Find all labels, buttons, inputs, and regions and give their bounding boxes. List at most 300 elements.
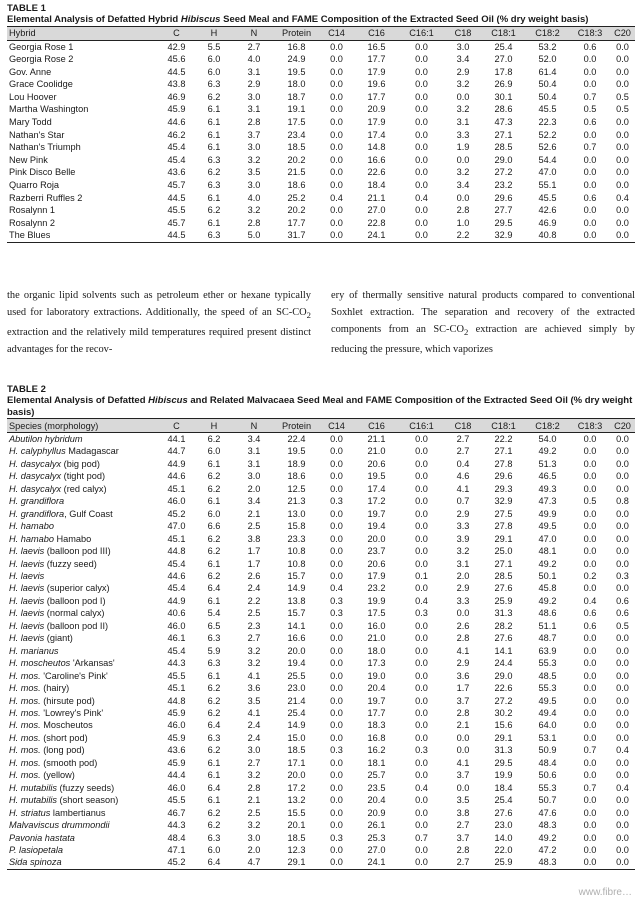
- table2-cell: 1.7: [456, 683, 470, 694]
- table2-cell: 43.6: [167, 745, 186, 756]
- table2-row-label: Malvaviscus drummondii: [9, 820, 110, 831]
- table2-cell: 2.5: [247, 807, 261, 818]
- table2-cell: 0.0: [616, 645, 629, 656]
- table1-cell: 44.6: [167, 117, 186, 128]
- table2-cell: 0.1: [415, 570, 428, 581]
- table2-cell: 6.2: [207, 807, 221, 818]
- table2-cell: 0.0: [330, 546, 343, 557]
- table2-cell: 16.2: [367, 745, 386, 756]
- table2-cell: 10.8: [287, 546, 306, 557]
- table1-cell: 50.4: [538, 91, 557, 102]
- table2-cell: 0.5: [616, 620, 629, 631]
- table2-cell: 49.4: [538, 707, 557, 718]
- table2-cell: 16.6: [287, 633, 306, 644]
- table2-cell: 25.5: [287, 670, 306, 681]
- table1-cell: 52.2: [538, 129, 557, 140]
- table1-row: [7, 217, 635, 230]
- table2-cell: 6.5: [207, 620, 221, 631]
- table2-cell: 6.1: [207, 458, 221, 469]
- table1-header-cell: C20: [610, 26, 635, 40]
- table2-cell: 1.7: [247, 558, 261, 569]
- table1-cell: 24.1: [354, 229, 399, 242]
- table2-cell: 6.2: [207, 546, 221, 557]
- table2-cell: 0.0: [616, 832, 629, 843]
- table2-cell: 2.7: [444, 856, 482, 869]
- table2-row-label: H. mos. 'Caroline's Pink': [9, 670, 108, 681]
- table1-cell: 0.0: [616, 217, 629, 228]
- table1-row-label: Quarro Roja: [9, 180, 60, 191]
- table1-header-cell: C18:2: [525, 26, 570, 40]
- table2-cell: 0.0: [330, 757, 343, 768]
- table1-cell: 21.5: [287, 167, 306, 178]
- table2-cell: 0.0: [330, 820, 343, 831]
- table2-row: [7, 844, 635, 856]
- table2-cell: 6.4: [207, 782, 221, 793]
- table1-cell: 0.0: [415, 66, 428, 77]
- table2-cell: 0.0: [330, 782, 343, 793]
- table1-row: [7, 229, 635, 242]
- table2-cell: 0.0: [330, 633, 343, 644]
- table1-cell: 20.2: [287, 205, 306, 216]
- table2-cell: 45.5: [167, 795, 186, 806]
- table2-cell: 0.0: [616, 820, 629, 831]
- table1-cell: 52.0: [538, 54, 557, 65]
- table2-cell: 0.0: [616, 483, 629, 494]
- table2-cell: 20.4: [367, 795, 386, 806]
- table1-row: [7, 204, 635, 217]
- table1-cell: 14.8: [367, 142, 386, 153]
- table2-row: [7, 433, 635, 446]
- table1-cell: 3.1: [247, 104, 261, 115]
- table1-cell: 0.0: [583, 129, 597, 140]
- table2-cell: 46.1: [167, 633, 186, 644]
- table2-cell: 51.3: [538, 458, 557, 469]
- table2-row: [7, 719, 635, 731]
- table1-cell: 0.0: [616, 66, 629, 77]
- table1-cell: 0.0: [330, 142, 343, 153]
- table2-cell: 47.0: [167, 521, 186, 532]
- table2-cell: 18.5: [287, 832, 306, 843]
- table2-cell: 0.0: [415, 670, 428, 681]
- table2-cell: 19.7: [367, 508, 386, 519]
- table2-cell: 46.7: [167, 807, 186, 818]
- table1-cell: 0.0: [330, 154, 343, 165]
- table2-cell: 0.4: [616, 745, 629, 756]
- table2-cell: 6.3: [207, 633, 221, 644]
- table2-cell: 44.9: [167, 595, 186, 606]
- table1-cell: 0.0: [415, 142, 428, 153]
- table2-cell: 30.2: [494, 707, 513, 718]
- table1-cell: 0.0: [415, 91, 428, 102]
- table2-cell: 2.6: [456, 620, 470, 631]
- table1-row-label: Georgia Rose 2: [9, 54, 74, 65]
- table2-cell: 0.0: [330, 570, 343, 581]
- table1-cell: 25.4: [494, 41, 513, 52]
- table1-cell: 0.0: [456, 192, 470, 203]
- table2-cell: 0.0: [616, 707, 629, 718]
- table2-row-label: H. hamabo Hamabo: [9, 533, 92, 544]
- table2-cell: 0.4: [415, 595, 428, 606]
- table2-row-label: H. mutabilis (fuzzy seeds): [9, 782, 115, 793]
- table2-cell: 0.0: [330, 533, 343, 544]
- table2-cell: 2.0: [247, 483, 261, 494]
- table1-cell: 0.0: [330, 167, 343, 178]
- table2-cell: 55.3: [538, 658, 557, 669]
- table2-cell: 0.0: [583, 832, 597, 843]
- table2-cell: 0.0: [583, 820, 597, 831]
- table1-cell: 6.1: [207, 142, 221, 153]
- table2-cell: 18.3: [367, 720, 386, 731]
- table2-cell: 6.1: [207, 496, 221, 507]
- table2-cell: 6.1: [207, 795, 221, 806]
- table2-cell: 3.3: [456, 595, 470, 606]
- table2-cell: 0.0: [330, 620, 343, 631]
- table2-cell: 0.0: [330, 558, 343, 569]
- table2-cell: 0.0: [616, 807, 629, 818]
- table2-cell: 44.1: [167, 434, 186, 444]
- table2-cell: 20.6: [367, 558, 386, 569]
- table1-cell: 43.6: [167, 167, 186, 178]
- table2-cell: 0.0: [570, 856, 610, 869]
- table1-cell: 6.2: [207, 167, 221, 178]
- table2-cell: 45.4: [167, 645, 186, 656]
- table2-cell: 20.9: [367, 807, 386, 818]
- table2-row: [7, 470, 635, 482]
- table2-cell: 23.5: [367, 782, 386, 793]
- table1-cell: 1.0: [456, 217, 470, 228]
- table2-cell: 0.6: [616, 595, 629, 606]
- table1-cell: 18.7: [287, 91, 306, 102]
- table1-cell: 2.8: [456, 205, 470, 216]
- table2-cell: 44.4: [167, 770, 186, 781]
- table2-cell: 3.2: [247, 658, 261, 669]
- table1-cell: 26.9: [494, 79, 513, 90]
- table2-cell: 3.7: [456, 695, 470, 706]
- table1-cell: 3.2: [456, 167, 470, 178]
- table1-cell: 17.7: [367, 91, 386, 102]
- table1-cell: 2.9: [456, 66, 470, 77]
- table2-cell: 19.5: [287, 446, 306, 457]
- table2-cell: 55.3: [538, 782, 557, 793]
- table2-cell: 0.0: [616, 446, 629, 457]
- table2-cell: 0.4: [330, 583, 343, 594]
- table1-cell: 6.0: [207, 66, 221, 77]
- table1-cell: 0.0: [330, 54, 343, 65]
- table1-cell: 40.8: [525, 229, 570, 242]
- table1-cell: 0.0: [616, 117, 629, 128]
- table2-cell: 17.3: [367, 658, 386, 669]
- table1-header-cell: Protein: [274, 26, 319, 40]
- table1-cell: 0.4: [415, 192, 428, 203]
- table2-cell: 47.3: [538, 496, 557, 507]
- table2-row: [7, 458, 635, 470]
- table2-cell: 0.0: [415, 471, 428, 482]
- table2-cell: 49.3: [538, 483, 557, 494]
- table2-cell: 22.0: [494, 844, 513, 855]
- table2-row-label: H. laevis (balloon pod II): [9, 620, 109, 631]
- table1-cell: 0.6: [583, 192, 597, 203]
- table1-cell: 3.7: [247, 129, 261, 140]
- table1-cell: 45.7: [167, 180, 186, 191]
- table2-cell: 2.5: [247, 608, 261, 619]
- table2-cell: 48.5: [538, 670, 557, 681]
- table2-cell: 6.1: [207, 757, 221, 768]
- table2-cell: 0.0: [616, 720, 629, 731]
- table2-cell: 5.4: [207, 608, 221, 619]
- table2-cell: 0.0: [415, 795, 428, 806]
- table2-row: [7, 819, 635, 831]
- table2-cell: 0.0: [415, 434, 428, 444]
- table1-cell: 5.5: [207, 41, 221, 52]
- table2-cell: 0.0: [415, 683, 428, 694]
- table1-cell: 0.5: [616, 91, 629, 102]
- table2-cell: 27.8: [494, 458, 513, 469]
- table2-header-cell: N: [234, 419, 274, 433]
- table2-cell: 3.1: [247, 458, 261, 469]
- table2-cell: 14.9: [287, 720, 306, 731]
- table2-cell: 0.0: [415, 546, 428, 557]
- table2-cell: 0.3: [616, 570, 629, 581]
- table2-cell: 50.9: [538, 745, 557, 756]
- table2-cell: 15.8: [287, 521, 306, 532]
- table2-row: [7, 794, 635, 806]
- table2-cell: 45.2: [167, 508, 186, 519]
- table2-cell: 49.2: [538, 832, 557, 843]
- table2-cell: 53.1: [538, 732, 557, 743]
- table1-cell: 6.1: [207, 104, 221, 115]
- table2-cell: 6.1: [207, 670, 221, 681]
- table1-cell: 0.0: [399, 229, 444, 242]
- table2-cell: 2.7: [247, 757, 261, 768]
- table2-cell: 22.2: [494, 434, 513, 444]
- table2-cell: 50.7: [538, 795, 557, 806]
- table1-cell: 0.0: [330, 117, 343, 128]
- table2-cell: 48.4: [538, 757, 557, 768]
- table2-cell: 45.5: [167, 670, 186, 681]
- table2-cell: 0.0: [583, 670, 597, 681]
- table2-cell: 29.1: [494, 533, 513, 544]
- table1-cell: 0.7: [583, 91, 597, 102]
- table2-cell: 3.7: [456, 832, 470, 843]
- table2-cell: 6.1: [207, 595, 221, 606]
- table1-cell: 17.9: [367, 66, 386, 77]
- table1-cell: 0.0: [330, 205, 343, 216]
- table1-cell: 3.1: [456, 117, 470, 128]
- table2-cell: 0.0: [415, 633, 428, 644]
- table2-row-label: H. mos. (hairy): [9, 683, 70, 694]
- table2-cell: 0.3: [330, 608, 343, 619]
- table2-cell: 17.9: [367, 570, 386, 581]
- table1-cell: 6.2: [207, 205, 221, 216]
- table2-cell: 0.0: [616, 546, 629, 557]
- table2-cell: 0.0: [616, 521, 629, 532]
- table1-cell: 3.0: [247, 91, 261, 102]
- table1-cell: 0.0: [583, 79, 597, 90]
- table2-cell: 0.0: [616, 770, 629, 781]
- table2-cell: 6.2: [207, 533, 221, 544]
- table1-row-label: The Blues: [7, 229, 159, 242]
- table2-cell: 0.7: [583, 745, 597, 756]
- table2-cell: 29.0: [494, 670, 513, 681]
- table2-cell: 17.4: [367, 483, 386, 494]
- table2-cell: 46.0: [167, 620, 186, 631]
- table1-cell: 3.2: [456, 79, 470, 90]
- table2-cell: 6.2: [207, 695, 221, 706]
- table2-cell: 18.5: [287, 745, 306, 756]
- table1-cell: 4.0: [247, 192, 261, 203]
- table2-cell: 0.0: [583, 720, 597, 731]
- table1-cell: 23.2: [494, 180, 513, 191]
- table2-cell: 6.2: [207, 707, 221, 718]
- table2-row: [7, 620, 635, 632]
- table1-cell: 44.5: [167, 192, 186, 203]
- table1-row: [7, 66, 635, 79]
- table2-cell: 21.0: [367, 633, 386, 644]
- table1-cell: 22.6: [367, 167, 386, 178]
- table1-cell: 46.2: [167, 129, 186, 140]
- table2-cell: 3.9: [456, 533, 470, 544]
- table1-cell: 0.0: [583, 167, 597, 178]
- table2-cell: 3.4: [247, 434, 261, 444]
- table2-cell: 2.7: [456, 820, 470, 831]
- table2-cell: 47.6: [538, 807, 557, 818]
- table2-cell: 6.2: [207, 434, 221, 444]
- table1-cell: 50.4: [538, 79, 557, 90]
- table2-cell: 16.0: [367, 620, 386, 631]
- table1-cell: 47.0: [538, 167, 557, 178]
- table1-cell: 0.0: [456, 91, 470, 102]
- table1-cell: 17.4: [367, 129, 386, 140]
- table2-cell: 14.0: [494, 832, 513, 843]
- table2-row: [7, 670, 635, 682]
- table2-cell: 28.2: [494, 620, 513, 631]
- table2-cell: 6.2: [207, 483, 221, 494]
- table2-cell: 17.5: [367, 608, 386, 619]
- table2-cell: 0.0: [330, 807, 343, 818]
- table1-cell: 6.2: [207, 91, 221, 102]
- table2-cell: 0.0: [330, 658, 343, 669]
- table1-cell: 0.0: [415, 217, 428, 228]
- table1-cell: 17.7: [367, 54, 386, 65]
- table2-cell: 2.7: [247, 633, 261, 644]
- table2-row: [7, 533, 635, 545]
- table2-cell: 0.0: [330, 720, 343, 731]
- table1-header-row: [7, 26, 635, 40]
- table1-row: [7, 78, 635, 91]
- table2-row: [7, 832, 635, 844]
- table1-row-label: Rosalynn 1: [9, 205, 55, 216]
- table2-cell: 0.0: [415, 533, 428, 544]
- table1-cell: 54.4: [538, 154, 557, 165]
- table2-cell: 0.3: [330, 745, 343, 756]
- table2-cell: 2.3: [247, 620, 261, 631]
- table1-cell: 25.2: [287, 192, 306, 203]
- watermark: www.fibre…: [578, 887, 632, 898]
- table1-cell: 3.5: [247, 167, 261, 178]
- table1-cell: 0.0: [330, 104, 343, 115]
- table1-cell: 0.0: [583, 154, 597, 165]
- table1-cell: 6.3: [194, 229, 234, 242]
- table1-cell: 0.0: [583, 180, 597, 191]
- table2-header-cell: C: [159, 419, 194, 433]
- table2-cell: 0.0: [330, 732, 343, 743]
- table1-header-cell: C16:1: [399, 26, 444, 40]
- table2-cell: 2.8: [456, 707, 470, 718]
- table2-cell: 6.4: [207, 720, 221, 731]
- table2-row: [7, 695, 635, 707]
- table2-cell: 0.0: [330, 795, 343, 806]
- table2-cell: 0.0: [583, 807, 597, 818]
- table1-cell: 3.1: [247, 66, 261, 77]
- table2-cell: 25.9: [494, 595, 513, 606]
- table1-cell: 19.1: [287, 104, 306, 115]
- table1-cell: 46.9: [538, 217, 557, 228]
- table2-cell: 0.0: [415, 508, 428, 519]
- table2-cell: 3.6: [456, 670, 470, 681]
- table2-cell: 0.0: [415, 820, 428, 831]
- table2-cell: 29.3: [494, 483, 513, 494]
- table2-cell: 2.2: [247, 595, 261, 606]
- table2-cell: 3.5: [456, 795, 470, 806]
- table2-cell: 17.2: [367, 496, 386, 507]
- table2-row-label: P. lasiopetala: [9, 844, 63, 855]
- table1-cell: 0.0: [415, 180, 428, 191]
- table1-cell: 0.0: [456, 154, 470, 165]
- table2-cell: 0.0: [583, 533, 597, 544]
- table2-cell: 18.9: [287, 458, 306, 469]
- table2-cell: 0.0: [415, 458, 428, 469]
- table2-header-cell: Species (morphology): [7, 419, 159, 433]
- table1-row-label: Rosalynn 2: [9, 217, 55, 228]
- table2-cell: 44.7: [167, 446, 186, 457]
- table2-cell: 0.0: [616, 695, 629, 706]
- table1-header-cell: C18:3: [570, 26, 610, 40]
- table2-cell: 2.8: [456, 844, 470, 855]
- table1-cell: 0.0: [583, 54, 597, 65]
- table2-cell: 46.0: [167, 496, 186, 507]
- table2-cell: 0.0: [415, 583, 428, 594]
- table2-row-label: H. mos. 'Lowrey's Pink': [9, 707, 104, 718]
- table2-cell: 0.0: [583, 446, 597, 457]
- table2-cell: 0.0: [583, 633, 597, 644]
- table1-row: [7, 53, 635, 66]
- table2-cell: 25.0: [494, 546, 513, 557]
- table1-cell: 27.7: [494, 205, 513, 216]
- table1-cell: 17.8: [494, 66, 513, 77]
- table1: [7, 26, 635, 244]
- table1-cell: 3.3: [456, 129, 470, 140]
- table1-cell: 45.4: [167, 142, 186, 153]
- table2-cell: 6.2: [207, 820, 221, 831]
- table2-cell: 27.1: [494, 446, 513, 457]
- table2-cell: 2.0: [456, 570, 470, 581]
- table1-cell: 19.6: [367, 79, 386, 90]
- table2-cell: 0.0: [415, 844, 428, 855]
- table2-cell: 45.4: [167, 558, 186, 569]
- table2-cell: 0.0: [330, 695, 343, 706]
- table2-cell: 0.0: [415, 483, 428, 494]
- table2-cell: 4.1: [247, 670, 261, 681]
- table1-cell: 0.5: [616, 104, 629, 115]
- table2-cell: 6.3: [207, 732, 221, 743]
- table2-cell: 50.1: [538, 570, 557, 581]
- table2-cell: 6.3: [207, 832, 221, 843]
- table2-cell: 2.5: [247, 521, 261, 532]
- table2-row: [7, 520, 635, 532]
- table2-cell: 0.0: [415, 446, 428, 457]
- table1-cell: 0.0: [616, 180, 629, 191]
- table2-cell: 48.4: [167, 832, 186, 843]
